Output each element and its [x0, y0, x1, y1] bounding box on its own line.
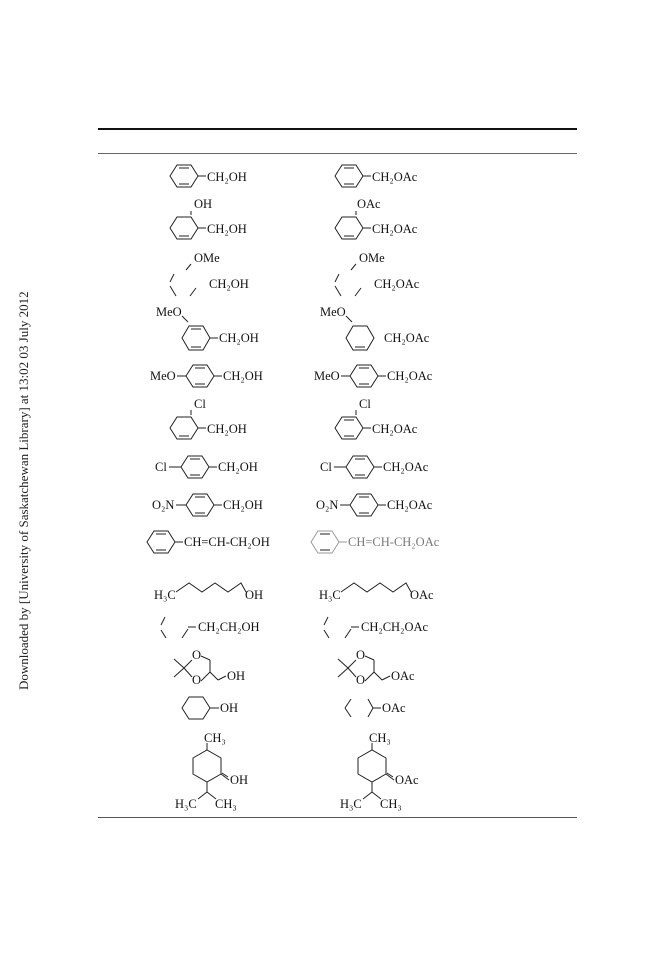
svg-text:CH₂OH: CH₂OH — [207, 222, 247, 236]
p-chlorobenzyl-acetate-structure — [320, 451, 450, 481]
svg-text:CH₃: CH₃ — [215, 797, 237, 811]
salicyl-diacetate-structure — [331, 196, 441, 244]
menthol-structure — [170, 728, 280, 812]
svg-text:CH₂OH: CH₂OH — [209, 277, 249, 291]
svg-text:O: O — [356, 673, 366, 687]
benzyl-acetate-structure — [331, 160, 441, 192]
svg-text:MeO: MeO — [156, 305, 182, 319]
salicyl-alcohol-structure — [166, 196, 266, 244]
phenethyl-alcohol-structure — [158, 612, 278, 642]
svg-text:CH₂OAc: CH₂OAc — [384, 331, 430, 345]
svg-text:CH=CH-CH₂OAc: CH=CH-CH₂OAc — [348, 535, 440, 549]
table-bottom-rule — [98, 817, 577, 818]
cinnamyl-alcohol-structure — [143, 526, 293, 558]
svg-text:OH: OH — [194, 197, 213, 211]
svg-text:CH₂OAc: CH₂OAc — [387, 369, 433, 383]
svg-text:CH₂OAc: CH₂OAc — [372, 422, 418, 436]
download-watermark: Downloaded by [University of Saskatchewan Library] at 13:02 03 July 2012 — [16, 291, 31, 690]
svg-text:CH=CH-CH₂OH: CH=CH-CH₂OH — [184, 535, 270, 549]
svg-text:OAc: OAc — [382, 701, 406, 715]
hexanol-structure — [154, 580, 274, 606]
svg-text:O₂N: O₂N — [316, 498, 339, 512]
table-header-rule — [98, 153, 577, 154]
o-chlorobenzyl-alcohol-structure — [166, 396, 266, 444]
cyclohexyl-acetate-structure — [341, 692, 431, 724]
svg-text:CH₂OH: CH₂OH — [207, 170, 247, 184]
svg-text:Cl: Cl — [194, 397, 206, 411]
svg-text:O: O — [192, 648, 202, 662]
svg-text:OH: OH — [230, 773, 249, 787]
svg-text:CH₃: CH₃ — [204, 731, 226, 745]
benzyl-alcohol-structure — [166, 160, 266, 192]
hexyl-acetate-structure — [319, 580, 449, 606]
svg-text:MeO: MeO — [320, 305, 346, 319]
svg-text:CH₃: CH₃ — [380, 797, 402, 811]
svg-text:CH₂OH: CH₂OH — [207, 422, 247, 436]
svg-text:CH₃: CH₃ — [369, 731, 391, 745]
svg-text:CH₂OAc: CH₂OAc — [372, 170, 418, 184]
svg-text:OH: OH — [220, 701, 239, 715]
svg-text:OH: OH — [227, 669, 246, 683]
svg-text:Cl: Cl — [359, 397, 371, 411]
svg-text:CH₂CH₂OAc: CH₂CH₂OAc — [361, 620, 429, 634]
cinnamyl-acetate-structure — [307, 526, 467, 558]
svg-text:CH₂OH: CH₂OH — [223, 498, 263, 512]
svg-text:OMe: OMe — [359, 251, 385, 265]
methoxybenzyl-acetate-structure — [331, 250, 441, 300]
svg-text:OAc: OAc — [357, 197, 381, 211]
p-chlorobenzyl-alcohol-structure — [155, 451, 285, 481]
o-chlorobenzyl-acetate-structure — [331, 396, 441, 444]
solketal-acetate-structure — [334, 648, 444, 688]
svg-text:Cl: Cl — [320, 460, 332, 474]
cyclohexanol-structure — [178, 692, 268, 724]
svg-text:OAc: OAc — [410, 588, 434, 602]
svg-text:Cl: Cl — [155, 460, 167, 474]
svg-text:H₃C: H₃C — [340, 797, 362, 811]
svg-text:H₃C: H₃C — [175, 797, 197, 811]
svg-text:CH₂OAc: CH₂OAc — [374, 277, 420, 291]
svg-text:MeO: MeO — [150, 369, 176, 383]
svg-text:CH₂OAc: CH₂OAc — [383, 460, 429, 474]
methoxybenzyl-alcohol-structure — [166, 250, 266, 300]
svg-text:MeO: MeO — [314, 369, 340, 383]
svg-text:CH₂OAc: CH₂OAc — [387, 498, 433, 512]
p-nitrobenzyl-acetate-structure — [316, 489, 456, 519]
svg-text:H₃C: H₃C — [319, 588, 341, 602]
p-methoxybenzyl-alcohol-structure — [150, 360, 290, 390]
phenethyl-acetate-structure — [321, 612, 451, 642]
table-top-rule — [98, 128, 577, 130]
svg-text:OAc: OAc — [395, 773, 419, 787]
p-nitrobenzyl-alcohol-structure — [152, 489, 292, 519]
m-methoxybenzyl-acetate-structure — [320, 304, 450, 356]
svg-text:OMe: OMe — [194, 251, 220, 265]
menthyl-acetate-structure — [335, 728, 445, 812]
svg-text:CH₂OH: CH₂OH — [219, 331, 259, 345]
svg-text:CH₂CH₂OH: CH₂CH₂OH — [198, 620, 260, 634]
p-methoxybenzyl-acetate-structure — [314, 360, 454, 390]
svg-text:O: O — [192, 673, 202, 687]
svg-text:CH₂OH: CH₂OH — [218, 460, 258, 474]
svg-text:CH₂OAc: CH₂OAc — [372, 222, 418, 236]
m-methoxybenzyl-alcohol-structure — [156, 304, 276, 356]
svg-text:O₂N: O₂N — [152, 498, 175, 512]
svg-text:OAc: OAc — [391, 669, 415, 683]
svg-text:CH₂OH: CH₂OH — [223, 369, 263, 383]
solketal-structure — [170, 648, 280, 688]
svg-text:O: O — [356, 648, 366, 662]
svg-text:OH: OH — [245, 588, 264, 602]
svg-text:H₃C: H₃C — [154, 588, 176, 602]
